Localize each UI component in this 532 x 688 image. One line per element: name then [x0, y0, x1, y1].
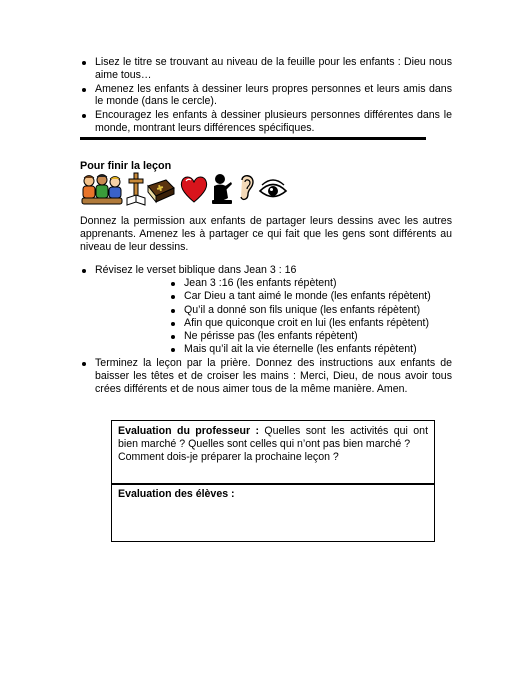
bible-icon	[146, 172, 176, 206]
verse-lines	[170, 277, 440, 357]
teacher-evaluation-box	[111, 420, 435, 485]
list-item: Lisez le titre se trouvant au niveau de la feuille pour les enfants : Dieu nous aime tous…	[80, 56, 452, 82]
list-item: Révisez le verset biblique dans Jean 3 : 16	[80, 264, 452, 277]
student-evaluation-box	[111, 483, 435, 542]
instruction-list	[80, 56, 452, 136]
eye-icon	[258, 172, 288, 206]
section-title: Pour finir la leçon	[80, 160, 172, 172]
list-item: Amenez les enfants à dessiner leurs propres personnes et leurs amis dans le monde (dans le cercle).	[80, 83, 452, 109]
cross-book-icon	[126, 172, 146, 206]
teacher-evaluation-question: Quelles sont les activités qui ont bien marché ? Quelles sont celles qui n’ont pas bien marché ?	[118, 425, 429, 450]
verse-line: Qu’il a donné son fils unique (les enfants répètent)	[170, 304, 440, 317]
list-item: Encouragez les enfants à dessiner plusieurs personnes différentes dans le monde, montrant leurs différences spécifiques.	[80, 109, 452, 135]
section-divider	[80, 137, 426, 140]
share-paragraph: Donnez la permission aux enfants de partager leurs dessins avec les autres apprenants. Amenez les à partager ce qui fait que les gens sont différents au niveau de leur dessins.	[80, 215, 452, 253]
teacher-evaluation-text	[118, 425, 428, 451]
list-item: Terminez la leçon par la prière. Donnez des instructions aux enfants de baisser les têtes et de croiser les mains : Merci, Dieu, de nous avoir tous crées différents et de nous aimer tous de la même manière. Amen.	[80, 357, 452, 395]
student-evaluation-label: Evaluation des élèves :	[118, 488, 235, 500]
teacher-evaluation-label: Evaluation du professeur :	[118, 425, 259, 437]
ear-icon	[236, 172, 256, 206]
children-group-icon	[80, 172, 124, 206]
icon-row	[80, 172, 290, 208]
verse-line: Mais qu’il ait la vie éternelle (les enfants répètent)	[170, 343, 440, 356]
praying-person-icon	[210, 172, 234, 206]
verse-line: Jean 3 :16 (les enfants répètent)	[170, 277, 440, 290]
verse-list	[80, 264, 452, 278]
heart-icon	[180, 172, 208, 206]
verse-line: Afin que quiconque croit en lui (les enfants répètent)	[170, 317, 440, 330]
prayer-list	[80, 357, 452, 396]
verse-line: Ne périsse pas (les enfants répètent)	[170, 330, 440, 343]
verse-line: Car Dieu a tant aimé le monde (les enfants répètent)	[170, 290, 440, 303]
teacher-evaluation-question-2: Comment dois-je préparer la prochaine leçon ?	[118, 450, 339, 463]
